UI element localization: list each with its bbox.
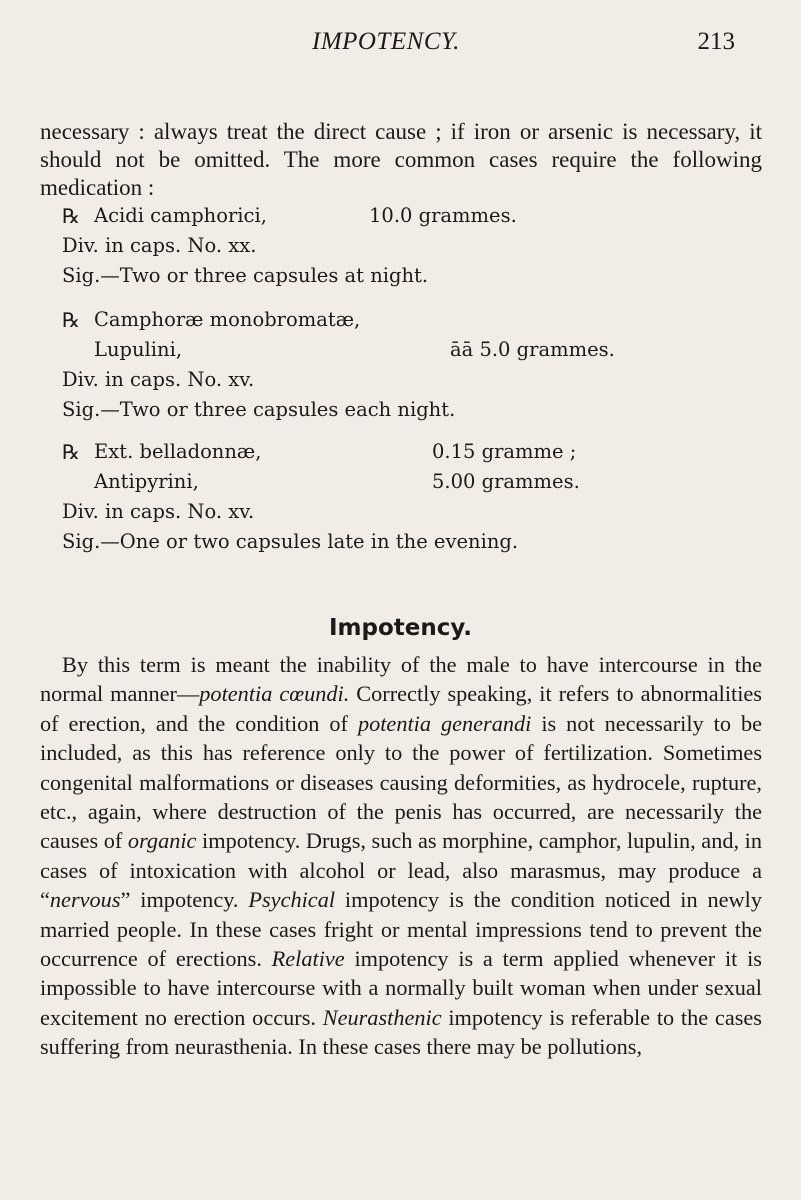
- division-instruction: Div. in caps. No. xx.: [62, 234, 257, 257]
- prescription-line: [62, 368, 702, 398]
- text-run: is not necessarily to be included, as this has reference only to the power of fertilization. Sometimes congenital malformations or diseases causing deformities, as hydrocele, rupture, etc., again, where destruction of the penis has occurred, are necessarily the causes of: [40, 710, 762, 854]
- recipe-symbol: ℞: [62, 204, 80, 228]
- signa-instruction: Sig.—Two or three capsules each night.: [62, 398, 456, 421]
- text-run: impotency is referable to the cases suffering from neurasthenia. In these cases there may be pollutions,: [40, 1004, 762, 1060]
- running-title: IMPOTENCY.: [312, 28, 460, 55]
- text-run: impotency. Drugs, such as morphine, camphor, lupulin, and, in cases of intoxication with alcohol or lead, also marasmus, may produce a “: [40, 828, 762, 913]
- page-number: 213: [697, 28, 735, 55]
- intro-paragraph: necessary : always treat the direct cause ; if iron or arsenic is necessary, it should not be omitted. The more common cases require the following medication :: [40, 119, 762, 200]
- prescription-line: [62, 234, 702, 264]
- prescription-line: [62, 530, 702, 560]
- running-head: [0, 24, 801, 64]
- italic-term: Neurasthenic: [322, 1004, 442, 1030]
- ingredient-dose: 0.15 gramme ;: [432, 440, 577, 463]
- ingredient-dose: 10.0 grammes.: [369, 204, 517, 227]
- prescription-line: [62, 338, 702, 368]
- prescription-1: [62, 204, 702, 294]
- text-run: impotency is a term applied whenever it is impossible to have intercourse with a normally built woman when under sexual excitement no erection occurs.: [40, 946, 762, 1030]
- text-run: impotency is the condition noticed in newly married people. In these cases fright or mental impressions tend to prevent the occurrence of erections.: [40, 887, 763, 972]
- ingredient-dose: āā 5.0 grammes.: [450, 338, 615, 361]
- prescription-3: [62, 440, 702, 560]
- ingredient-name: Acidi camphorici,: [94, 204, 267, 227]
- division-instruction: Div. in caps. No. xv.: [62, 500, 255, 523]
- italic-term: organic: [127, 828, 197, 854]
- prescription-line: [62, 500, 702, 530]
- signa-instruction: Sig.—Two or three capsules at night.: [62, 264, 429, 287]
- text-run: Correctly speaking, it refers to abnormalities of erection, and the condition of: [40, 681, 762, 736]
- italic-term: Psychical: [248, 887, 336, 913]
- prescription-line: [62, 470, 702, 500]
- ingredient-name: Antipyrini,: [94, 470, 199, 493]
- italic-term: Relative: [271, 946, 345, 972]
- prescription-2: [62, 308, 702, 428]
- italic-term: potentia cœundi.: [199, 681, 350, 707]
- prescription-line: [62, 308, 702, 338]
- prescription-line: [62, 398, 702, 428]
- ingredient-dose: 5.00 grammes.: [432, 470, 580, 493]
- recipe-symbol: ℞: [62, 308, 80, 332]
- text-run: ” impotency.: [120, 887, 249, 913]
- text-run: By this term is meant the inability of the male to have intercourse in the normal manner—: [40, 652, 762, 707]
- division-instruction: Div. in caps. No. xv.: [62, 368, 255, 391]
- italic-term: nervous: [49, 887, 121, 913]
- ingredient-name: Ext. belladonnæ,: [94, 440, 262, 463]
- recipe-symbol: ℞: [62, 440, 80, 464]
- prescription-line: [62, 440, 702, 470]
- ingredient-name: Lupulini,: [94, 338, 183, 361]
- prescription-line: [62, 264, 702, 294]
- italic-term: potentia generandi: [357, 710, 532, 736]
- ingredient-name: Camphoræ monobromatæ,: [94, 308, 361, 331]
- impotency-paragraph: [40, 650, 762, 1062]
- section-heading: Impotency.: [328, 615, 472, 641]
- prescription-line: [62, 204, 702, 234]
- signa-instruction: Sig.—One or two capsules late in the evening.: [62, 530, 519, 553]
